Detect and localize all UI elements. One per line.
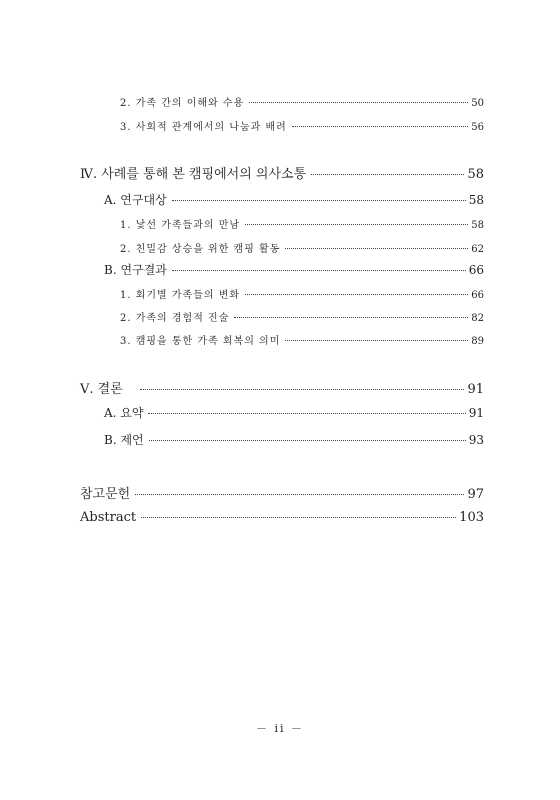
toc-entry-label: A. 연구대상 xyxy=(104,193,167,207)
toc-entry xyxy=(120,286,484,301)
dot-leader xyxy=(245,292,468,295)
toc-entry-page: 97 xyxy=(467,487,484,502)
toc-section xyxy=(104,261,484,278)
toc-entry-page: 103 xyxy=(459,510,484,525)
toc-entry-label: 2. 친밀감 상승을 위한 캠핑 활동 xyxy=(120,244,281,255)
toc-entry-page: 58 xyxy=(467,167,484,182)
toc-entry-page: 58 xyxy=(471,220,484,231)
toc-entry-label: Ⅴ. 결론 xyxy=(80,382,123,397)
toc-chapter xyxy=(80,510,484,525)
dot-leader xyxy=(285,246,468,249)
toc-entry-page: 56 xyxy=(471,122,484,133)
toc-entry xyxy=(120,332,484,347)
dot-leader xyxy=(245,222,468,225)
toc-entry xyxy=(120,216,484,231)
dot-leader xyxy=(141,515,456,518)
dot-leader xyxy=(172,198,466,201)
toc-entry-label: 2. 가족의 경험적 진술 xyxy=(120,313,230,324)
toc-entry-page: 82 xyxy=(471,313,484,324)
toc-section xyxy=(104,431,484,448)
toc-entry xyxy=(120,118,484,133)
toc-chapter xyxy=(80,483,484,502)
dot-leader xyxy=(149,438,466,441)
toc-entry-page: 91 xyxy=(468,406,484,420)
dot-leader xyxy=(292,124,468,127)
toc-entry-label: A. 요약 xyxy=(104,406,144,420)
dot-leader xyxy=(311,172,464,175)
toc-entry-label: B. 제언 xyxy=(104,433,144,447)
dot-leader xyxy=(234,315,468,318)
toc-entry-page: 66 xyxy=(468,263,484,277)
toc-entry xyxy=(120,309,484,324)
toc-entry-label: 3. 사회적 관계에서의 나눔과 배려 xyxy=(120,122,287,133)
toc-entry-page: 58 xyxy=(468,193,484,207)
toc-section xyxy=(104,404,484,421)
toc-entry-label: 2. 가족 간의 이해와 수용 xyxy=(120,98,245,109)
dot-leader xyxy=(172,268,466,271)
toc-entry xyxy=(120,240,484,255)
toc-entry-page: 66 xyxy=(471,290,484,301)
dot-leader xyxy=(140,387,465,390)
toc-entry-page: 62 xyxy=(471,244,484,255)
toc-entry-label: B. 연구결과 xyxy=(104,263,167,277)
toc-chapter xyxy=(80,378,484,397)
toc-entry-label: Abstract xyxy=(80,510,137,525)
dot-leader xyxy=(135,492,464,495)
page-number: － ii － xyxy=(255,722,305,735)
toc-entry xyxy=(120,94,484,109)
toc-entry-page: 89 xyxy=(471,336,484,347)
toc-entry-page: 93 xyxy=(468,433,484,447)
dot-leader xyxy=(285,338,468,341)
toc-entry-label: 3. 캠핑을 통한 가족 회복의 의미 xyxy=(120,336,281,347)
toc-entry-page: 50 xyxy=(471,98,484,109)
dot-leader xyxy=(148,411,465,414)
toc-chapter xyxy=(80,163,484,182)
toc-entry-label: 1. 회기별 가족들의 변화 xyxy=(120,290,241,301)
dot-leader xyxy=(249,100,468,103)
toc-entry-page: 91 xyxy=(467,382,484,397)
toc-entry-label: Ⅳ. 사례를 통해 본 캠핑에서의 의사소통 xyxy=(80,167,307,182)
toc-section xyxy=(104,191,484,208)
toc-entry-label: 1. 낯선 가족들과의 만남 xyxy=(120,220,241,231)
toc-entry-label: 참고문헌 xyxy=(80,487,131,502)
